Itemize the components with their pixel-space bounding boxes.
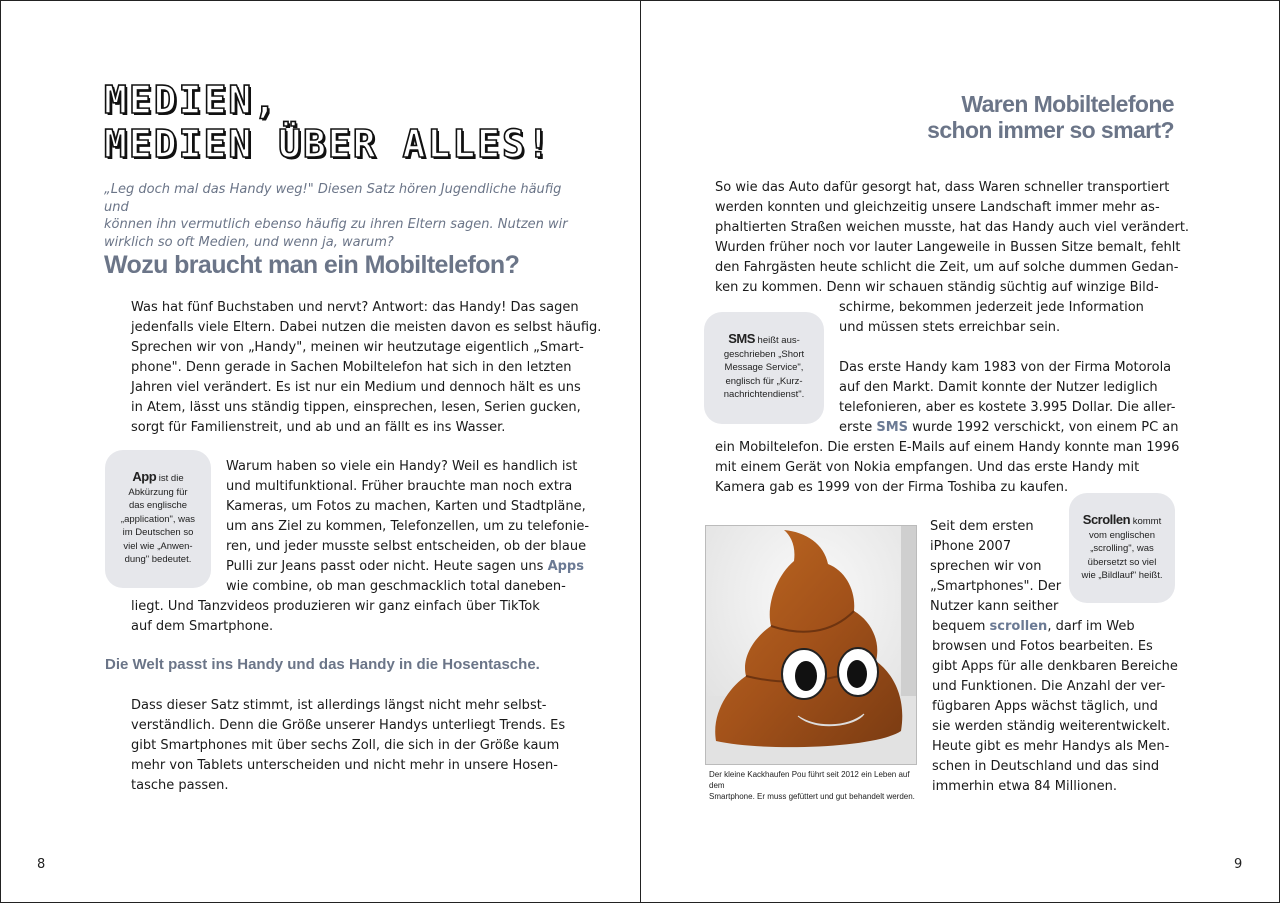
right-paragraph-3-tail (932, 617, 1182, 797)
text-line: ken zu kommen. Denn wir schauen ständig süchtig auf winzige Bild- (715, 280, 1159, 295)
text-line: „Smartphones". Der (930, 579, 1062, 594)
text-line (932, 617, 1182, 637)
chapter-title (104, 78, 552, 166)
intro-line: wirklich so oft Medien, und wenn ja, warum? (104, 234, 394, 250)
info-line: englisch für „Kurz- (725, 375, 803, 387)
text-line: gibt Smartphones mit über sechs Zoll, die sich in der Größe kaum (131, 738, 560, 753)
text-line: sorgt für Familienstreit, und ab und an fällt es ins Wasser. (131, 420, 506, 435)
sms-glossary-link[interactable]: SMS (876, 420, 909, 435)
text-line: telefonieren, aber es kostete 3.995 Dollar. Die aller- (839, 400, 1176, 415)
text-line: browsen und Fotos bearbeiten. Es (932, 639, 1153, 654)
text-span: , darf im Web (1047, 619, 1135, 634)
text-line: sprechen wir von (930, 559, 1042, 574)
info-line: nachrichtendienst". (723, 389, 805, 400)
text-line: schirme, bekommen jederzeit jede Information (839, 300, 1144, 315)
text-span: wurde 1992 verschickt, von einem PC an (908, 420, 1179, 435)
text-line: den Fahrgästen heute schlicht die Zeit, um auf solche dummen Gedan- (715, 260, 1179, 275)
right-paragraph-2 (839, 358, 1179, 438)
apps-glossary-link[interactable]: Apps (547, 559, 584, 574)
chapter-title-line: MEDIEN ÜBER ALLES! (104, 122, 552, 166)
info-line: Message Service", (724, 362, 804, 373)
text-line: in Atem, lässt uns ständig tippen, einsprechen, lesen, Serien gucken, (131, 400, 581, 415)
text-line: So wie das Auto dafür gesorgt hat, dass Waren schneller transportiert (715, 180, 1170, 195)
text-line: sie werden ständig weiterentwickelt. (932, 719, 1171, 734)
caption-line: Smartphone. Er muss gefüttert und gut behandelt werden. (709, 792, 915, 801)
text-line: Dass dieser Satz stimmt, ist allerdings längst nicht mehr selbst- (131, 698, 547, 713)
text-line: wie combine, ob man geschmacklich total daneben- (226, 579, 566, 594)
text-line: Kamera gab es 1999 von der Firma Toshiba zu kaufen. (715, 480, 1069, 495)
text-line (226, 557, 586, 577)
text-line: schen in Deutschland und das sind (932, 759, 1160, 774)
info-line: kommt (1132, 516, 1162, 527)
text-span: bequem (932, 619, 990, 634)
section-heading: Wozu braucht man ein Mobiltelefon? (104, 251, 520, 279)
right-paragraph-1-tail (839, 298, 1179, 338)
text-line: liegt. Und Tanzvideos produzieren wir ganz einfach über TikTok (131, 599, 540, 614)
app-info-box (105, 450, 211, 588)
info-line: geschrieben „Short (723, 348, 805, 360)
text-line: Nutzer kann seither (930, 599, 1059, 614)
text-span: erste (839, 420, 877, 435)
chapter-title-line: MEDIEN, (104, 78, 279, 122)
info-line: wie „Bildlauf" heißt. (1081, 570, 1163, 581)
right-section-heading (900, 91, 1174, 143)
info-line: „scrolling", was (1090, 543, 1154, 554)
text-line: gibt Apps für alle denkbaren Bereiche (932, 659, 1178, 674)
paragraph-1 (131, 298, 602, 438)
info-line: „application", was (120, 513, 196, 525)
text-line: immerhin etwa 84 Millionen. (932, 779, 1118, 794)
subheading: Die Welt passt ins Handy und das Handy in die Hosentasche. (105, 656, 540, 673)
right-paragraph-1 (715, 178, 1190, 298)
page-number-right: 9 (1234, 857, 1243, 872)
info-line: übersetzt so viel (1087, 556, 1157, 568)
scroll-info-box (1069, 493, 1175, 603)
intro-line: „Leg doch mal das Handy weg!" Diesen Satz hören Jugendliche häufig und (104, 182, 562, 215)
right-paragraph-3 (930, 517, 1080, 617)
paragraph-2 (226, 457, 590, 597)
info-line: im Deutschen so (122, 527, 194, 538)
text-line: Warum haben so viele ein Handy? Weil es handlich ist (226, 459, 578, 474)
text-span: Pulli zur Jeans passt oder nicht. Heute sagen uns (226, 559, 548, 574)
text-line: mehr von Tablets unterscheiden und nicht mehr in unsere Hosen- (131, 758, 558, 773)
info-line: viel wie „Anwen- (123, 540, 193, 552)
text-line: auf dem Smartphone. (131, 619, 274, 634)
intro-text (104, 181, 574, 251)
text-line: auf den Markt. Damit konnte der Nutzer lediglich (839, 380, 1158, 395)
info-line: heißt aus- (757, 335, 800, 346)
info-line: dung" bedeutet. (124, 554, 192, 565)
text-line: fügbaren Apps wächst täglich, und (932, 699, 1158, 714)
text-line: Jahren viel verändert. Es ist nur ein Medium und dennoch hält es uns (131, 380, 581, 395)
text-line: Sprechen wir von „Handy", meinen wir heutzutage eigentlich „Smart- (131, 340, 584, 355)
caption-line: Der kleine Kackhaufen Pou führt seit 2012 ein Leben auf dem (709, 770, 910, 790)
text-line: Das erste Handy kam 1983 von der Firma Motorola (839, 360, 1172, 375)
info-line: das englische (128, 500, 188, 511)
text-line: werden konnten und gleichzeitig unsere Landschaft immer mehr as- (715, 200, 1160, 215)
poo-plush-photo (705, 525, 917, 765)
text-line: und multifunktional. Früher brauchte man noch extra (226, 479, 573, 494)
text-line: Wurden früher noch vor lauter Langeweile in Bussen Sitze bemalt, fehlt (715, 240, 1181, 255)
text-line: phaltierten Straßen weichen musste, hat das Handy auch viel verändert. (715, 220, 1190, 235)
app-term: App (132, 469, 157, 484)
text-line: phone". Denn gerade in Sachen Mobiltelefon hat sich in den letzten (131, 360, 572, 375)
text-line: ren, und jeder musste selbst entscheiden, ob der blaue (226, 539, 587, 554)
text-line: Heute gibt es mehr Handys als Men- (932, 739, 1170, 754)
text-line: und müssen stets erreichbar sein. (839, 320, 1061, 335)
text-line: Seit dem ersten (930, 519, 1034, 534)
text-line: jedenfalls viele Eltern. Dabei nutzen die meisten davon es selbst häufig. (131, 320, 602, 335)
paragraph-3 (131, 696, 581, 796)
photo-caption (709, 769, 921, 802)
info-line: Abkürzung für (128, 486, 188, 498)
sms-term: SMS (728, 331, 755, 346)
scroll-term: Scrollen (1082, 512, 1131, 527)
scroll-glossary-link[interactable]: scrollen (989, 619, 1048, 634)
heading-line: Waren Mobiltelefone (961, 91, 1174, 117)
text-line: iPhone 2007 (930, 539, 1012, 554)
poo-emoji-image (706, 526, 916, 764)
heading-line: schon immer so smart? (927, 117, 1174, 143)
intro-line: können ihn vermutlich ebenso häufig zu ihren Eltern sagen. Nutzen wir (104, 217, 568, 232)
text-line: um ans Ziel zu kommen, Telefonzellen, um zu telefonie- (226, 519, 590, 534)
text-line: ein Mobiltelefon. Die ersten E-Mails auf einem Handy konnte man 1996 (715, 440, 1180, 455)
text-line (839, 418, 1179, 438)
text-line: verständlich. Denn die Größe unserer Handys unterliegt Trends. Es (131, 718, 566, 733)
info-line: ist die (158, 473, 184, 484)
paragraph-2-tail (131, 597, 581, 637)
page-number-left: 8 (37, 857, 46, 872)
text-line: und Funktionen. Die Anzahl der ver- (932, 679, 1166, 694)
text-line: tasche passen. (131, 778, 229, 793)
info-line: vom englischen (1088, 529, 1155, 541)
sms-info-box (704, 312, 824, 424)
text-line: Was hat fünf Buchstaben und nervt? Antwort: das Handy! Das sagen (131, 300, 579, 315)
text-line: mit einem Gerät von Nokia empfangen. Und das erste Handy mit (715, 460, 1140, 475)
right-paragraph-2-tail (715, 438, 1185, 498)
text-line: Kameras, um Fotos zu machen, Karten und Stadtpläne, (226, 499, 586, 514)
